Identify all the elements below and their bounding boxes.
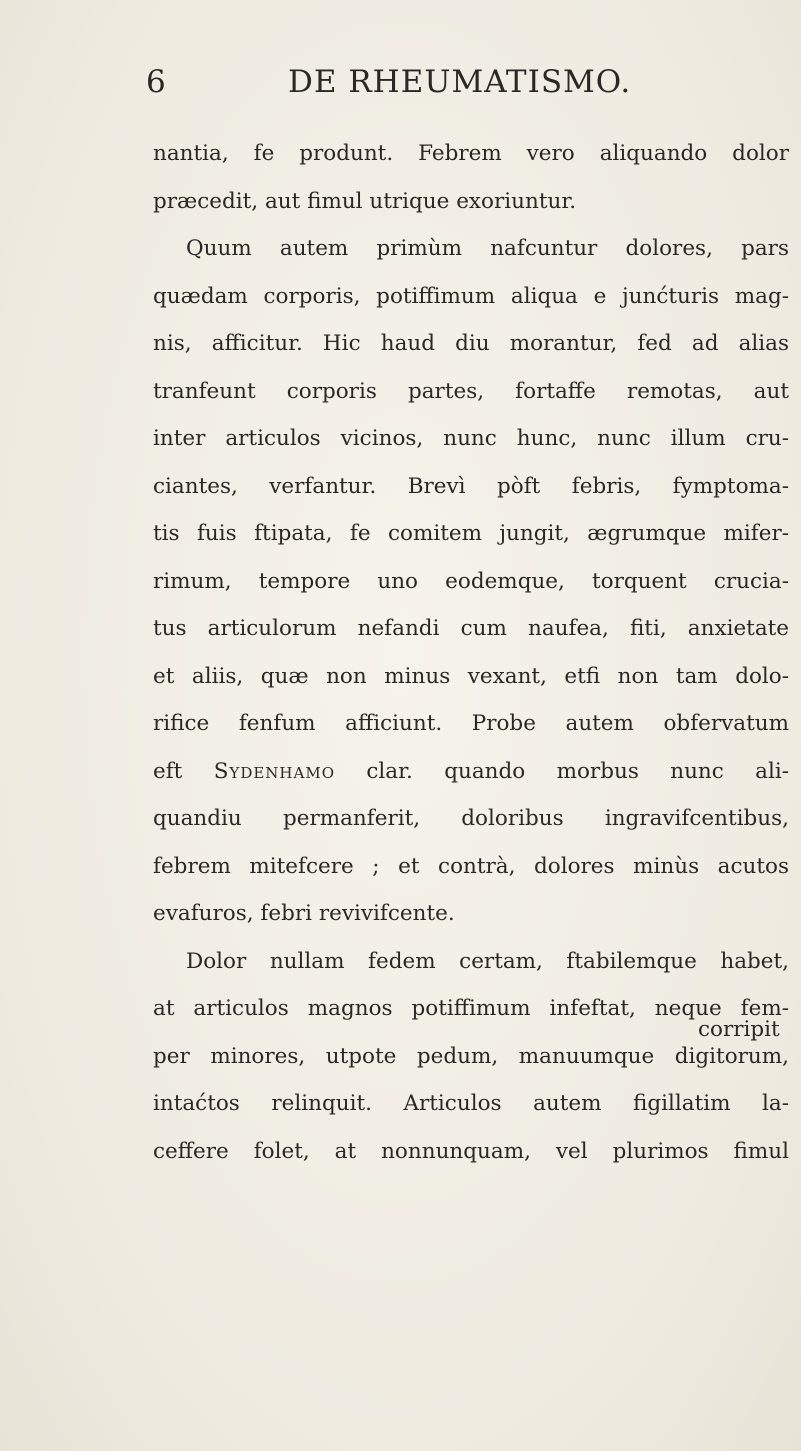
text-line: ciantes, verfantur. Brevì pòft febris, fymptoma- — [153, 473, 789, 499]
author-name: Sydenhamo — [213, 758, 336, 784]
text-line: per minores, utpote pedum, manuumque digitorum, — [153, 1043, 789, 1069]
text-line: inter articulos vicinos, nunc hunc, nunc illum cru- — [153, 426, 789, 451]
text-line: præcedit, aut fimul utrique exoriuntur. — [153, 188, 577, 214]
text-line: nantia, fe produnt. Febrem vero aliquando dolor — [153, 141, 789, 166]
text-line: febrem mitefcere ; et contrà, dolores minùs acutos — [153, 853, 789, 879]
paragraph-first-line: Quum autem primùm nafcuntur dolores, pars — [186, 236, 789, 261]
text-line: et aliis, quæ non minus vexant, etfi non tam dolo- — [153, 663, 789, 689]
text-line: tranfeunt corporis partes, fortaffe remotas, aut — [153, 378, 789, 404]
page-header — [0, 62, 801, 112]
text-line: rimum, tempore uno eodemque, torquent crucia- — [153, 568, 789, 594]
text-line: tus articulorum nefandi cum naufea, fiti, anxietate — [153, 616, 789, 641]
text-line: intaćtos relinquit. Articulos autem figillatim la- — [153, 1091, 789, 1116]
text-line: evafuros, febri revivifcente. — [153, 901, 455, 926]
text-line: quædam corporis, potiffimum aliqua e junćturis mag- — [153, 283, 789, 309]
text-line: nis, afficitur. Hic haud diu morantur, fed ad alias — [153, 331, 789, 356]
text-line-sydenham — [153, 748, 789, 796]
page-number: 6 — [146, 64, 166, 100]
text-line: rifice fenfum afficiunt. Probe autem obfervatum — [153, 711, 789, 736]
text-line: ceffere folet, at nonnunquam, vel plurimos fimul — [153, 1138, 789, 1164]
text-fragment: eft — [153, 758, 214, 784]
running-title: DE RHEUMATISMO. — [288, 64, 632, 100]
paragraph-first-line: Dolor nullam fedem certam, ftabilemque habet, — [186, 948, 789, 974]
text-line: tis fuis ftipata, fe comitem jungit, ægrumque mifer- — [153, 521, 789, 546]
text-line: quandiu permanferit, doloribus ingravifcentibus, — [153, 806, 789, 831]
body-text — [153, 130, 789, 1175]
text-line: at articulos magnos potiffimum infeftat, neque fem- — [153, 996, 789, 1021]
text-fragment: clar. quando morbus nunc ali- — [335, 758, 790, 784]
catchword: corripit — [698, 1017, 780, 1042]
